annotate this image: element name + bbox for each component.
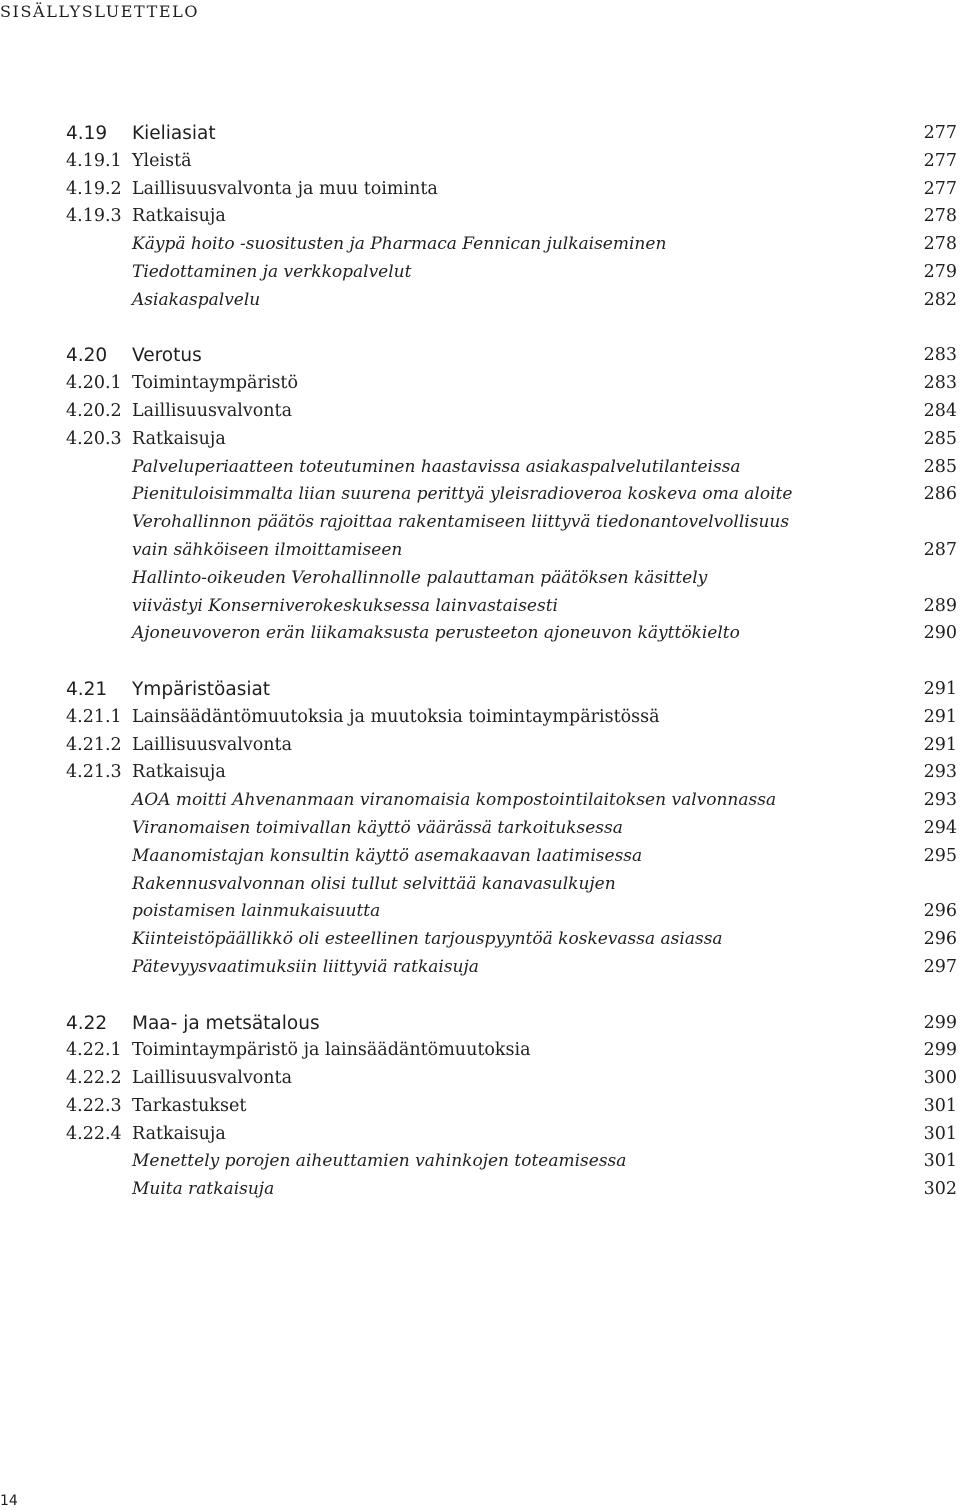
toc-case-entry[interactable] (0, 565, 960, 593)
subsection-title: Yleistä (132, 150, 192, 171)
toc-case-entry[interactable] (0, 620, 960, 648)
case-title-line: Viranomaisen toimivallan käyttö väärässä tarkoituksessa (132, 817, 623, 838)
case-title-line: Hallinto-oikeuden Verohallinnolle palauttaman päätöksen käsittely (132, 567, 708, 588)
section-number: 4.21 (66, 678, 108, 700)
subsection-title: Ratkaisuja (132, 1123, 226, 1144)
subsection-number: 4.19.2 (66, 178, 122, 199)
subsection-title: Laillisuusvalvonta (132, 1068, 293, 1089)
case-title-line: AOA moitti Ahvenanmaan viranomaisia kompostointilaitoksen valvonnassa (132, 790, 777, 811)
toc-subsection-entry[interactable] (0, 732, 960, 760)
toc-section-heading[interactable] (0, 1010, 960, 1038)
toc-case-entry[interactable] (0, 871, 960, 899)
case-page-number: 282 (923, 289, 957, 310)
case-page-number: 294 (923, 817, 957, 838)
subsection-page-number: 283 (923, 373, 957, 394)
toc-case-entry[interactable] (0, 231, 960, 259)
subsection-number: 4.20.2 (66, 400, 122, 421)
case-title-line: Maanomistajan konsultin käyttö asemakaavan laatimisessa (132, 845, 643, 866)
subsection-number: 4.22.4 (66, 1123, 122, 1144)
case-page-number: 296 (923, 901, 957, 922)
toc-subsection-entry[interactable] (0, 370, 960, 398)
toc-subsection-entry[interactable] (0, 759, 960, 787)
case-title-line: Tiedottaminen ja verkkopalvelut (132, 261, 412, 282)
case-title-line: Ajoneuvoveron erän liikamaksusta perusteeton ajoneuvon käyttökielto (132, 623, 740, 644)
section-title: Ympäristöasiat (132, 678, 271, 700)
toc-subsection-entry[interactable] (0, 398, 960, 426)
subsection-page-number: 277 (923, 150, 957, 171)
toc-case-entry[interactable] (0, 509, 960, 537)
subsection-number: 4.21.3 (66, 762, 122, 783)
table-of-contents (0, 120, 960, 1204)
toc-case-entry[interactable] (0, 454, 960, 482)
toc-subsection-entry[interactable] (0, 704, 960, 732)
case-page-number: 287 (923, 539, 957, 560)
case-page-number: 285 (923, 456, 957, 477)
toc-subsection-entry[interactable] (0, 1093, 960, 1121)
toc-case-entry[interactable] (0, 815, 960, 843)
subsection-number: 4.22.1 (66, 1040, 122, 1061)
section-title: Kieliasiat (132, 123, 216, 144)
toc-section-heading[interactable] (0, 676, 960, 704)
case-title-line: Asiakaspalvelu (132, 289, 261, 310)
subsection-number: 4.22.2 (66, 1068, 122, 1089)
section-page-number: 299 (923, 1012, 957, 1033)
subsection-number: 4.21.1 (66, 706, 122, 727)
subsection-page-number: 301 (923, 1095, 957, 1116)
subsection-page-number: 278 (923, 206, 957, 227)
subsection-title: Ratkaisuja (132, 762, 226, 783)
toc-subsection-entry[interactable] (0, 1037, 960, 1065)
case-page-number: 290 (923, 623, 957, 644)
section-title: Verotus (132, 345, 202, 367)
running-header: SISÄLLYSLUETTELO (0, 2, 200, 21)
page-number: 14 (0, 1493, 18, 1509)
section-number: 4.20 (66, 345, 108, 367)
toc-case-entry[interactable] (0, 898, 960, 926)
case-title-line: Pätevyysvaatimuksiin liittyviä ratkaisuja (132, 956, 479, 977)
toc-subsection-entry[interactable] (0, 1065, 960, 1093)
toc-subsection-entry[interactable] (0, 203, 960, 231)
case-page-number: 279 (923, 261, 957, 282)
section-title: Maa- ja metsätalous (132, 1012, 320, 1034)
subsection-title: Laillisuusvalvonta ja muu toiminta (132, 178, 438, 199)
case-title-line: Palveluperiaatteen toteutuminen haastavissa asiakaspalvelutilanteissa (132, 456, 741, 477)
section-number: 4.22 (66, 1012, 108, 1034)
subsection-page-number: 291 (923, 734, 957, 755)
section-page-number: 283 (923, 345, 957, 366)
case-title-line: Muita ratkaisuja (132, 1179, 275, 1200)
toc-case-entry[interactable] (0, 1176, 960, 1204)
case-title-line: Verohallinnon päätös rajoittaa rakentamiseen liittyvä tiedonantovelvollisuus (132, 512, 790, 533)
subsection-title: Laillisuusvalvonta (132, 734, 293, 755)
subsection-page-number: 300 (923, 1068, 957, 1089)
toc-case-entry[interactable] (0, 537, 960, 565)
subsection-number: 4.20.3 (66, 428, 122, 449)
case-page-number: 295 (923, 845, 957, 866)
case-title-line: Menettely porojen aiheuttamien vahinkojen toteamisessa (132, 1151, 627, 1172)
subsection-page-number: 291 (923, 706, 957, 727)
subsection-page-number: 293 (923, 762, 957, 783)
case-title-line: viivästyi Konserniverokeskuksessa lainvastaisesti (132, 595, 558, 616)
toc-section-heading[interactable] (0, 120, 960, 148)
subsection-page-number: 301 (923, 1123, 957, 1144)
subsection-title: Ratkaisuja (132, 206, 226, 227)
subsection-number: 4.22.3 (66, 1095, 122, 1116)
toc-case-entry[interactable] (0, 1148, 960, 1176)
toc-subsection-entry[interactable] (0, 148, 960, 176)
subsection-page-number: 277 (923, 178, 957, 199)
case-title-line: Käypä hoito -suositusten ja Pharmaca Fennican julkaiseminen (132, 234, 667, 255)
case-page-number: 289 (923, 595, 957, 616)
toc-subsection-entry[interactable] (0, 1121, 960, 1149)
toc-case-entry[interactable] (0, 287, 960, 315)
case-page-number: 301 (923, 1151, 957, 1172)
case-page-number: 286 (923, 484, 957, 505)
subsection-title: Lainsäädäntömuutoksia ja muutoksia toimintaympäristössä (132, 706, 660, 727)
subsection-title: Toimintaympäristö ja lainsäädäntömuutoksia (132, 1040, 531, 1061)
subsection-number: 4.19.3 (66, 206, 122, 227)
subsection-title: Ratkaisuja (132, 428, 226, 449)
subsection-page-number: 299 (923, 1040, 957, 1061)
subsection-number: 4.21.2 (66, 734, 122, 755)
case-title-line: Kiinteistöpäällikkö oli esteellinen tarjouspyyntöä koskevassa asiassa (132, 929, 723, 950)
case-title-line: Rakennusvalvonnan olisi tullut selvittää kanavasulkujen (132, 873, 616, 894)
toc-case-entry[interactable] (0, 954, 960, 982)
subsection-title: Toimintaympäristö (132, 373, 299, 394)
toc-subsection-entry[interactable] (0, 176, 960, 204)
case-page-number: 296 (923, 929, 957, 950)
toc-case-entry[interactable] (0, 926, 960, 954)
toc-case-entry[interactable] (0, 787, 960, 815)
toc-case-entry[interactable] (0, 259, 960, 287)
case-title-line: Pienituloisimmalta liian suurena perittyä yleisradioveroa koskeva oma aloite (132, 484, 793, 505)
subsection-number: 4.20.1 (66, 373, 122, 394)
section-page-number: 277 (923, 123, 957, 143)
case-page-number: 297 (923, 956, 957, 977)
toc-case-entry[interactable] (0, 593, 960, 621)
toc-case-entry[interactable] (0, 843, 960, 871)
toc-subsection-entry[interactable] (0, 426, 960, 454)
subsection-title: Laillisuusvalvonta (132, 400, 293, 421)
case-page-number: 302 (923, 1179, 957, 1200)
subsection-page-number: 285 (923, 428, 957, 449)
subsection-page-number: 284 (923, 400, 957, 421)
subsection-title: Tarkastukset (132, 1095, 247, 1116)
case-title-line: poistamisen lainmukaisuutta (132, 901, 381, 922)
case-page-number: 293 (923, 790, 957, 811)
section-page-number: 291 (923, 678, 957, 699)
case-page-number: 278 (923, 234, 957, 255)
toc-section-heading[interactable] (0, 342, 960, 370)
subsection-number: 4.19.1 (66, 150, 122, 171)
toc-case-entry[interactable] (0, 481, 960, 509)
section-number: 4.19 (66, 123, 108, 144)
case-title-line: vain sähköiseen ilmoittamiseen (132, 539, 403, 560)
